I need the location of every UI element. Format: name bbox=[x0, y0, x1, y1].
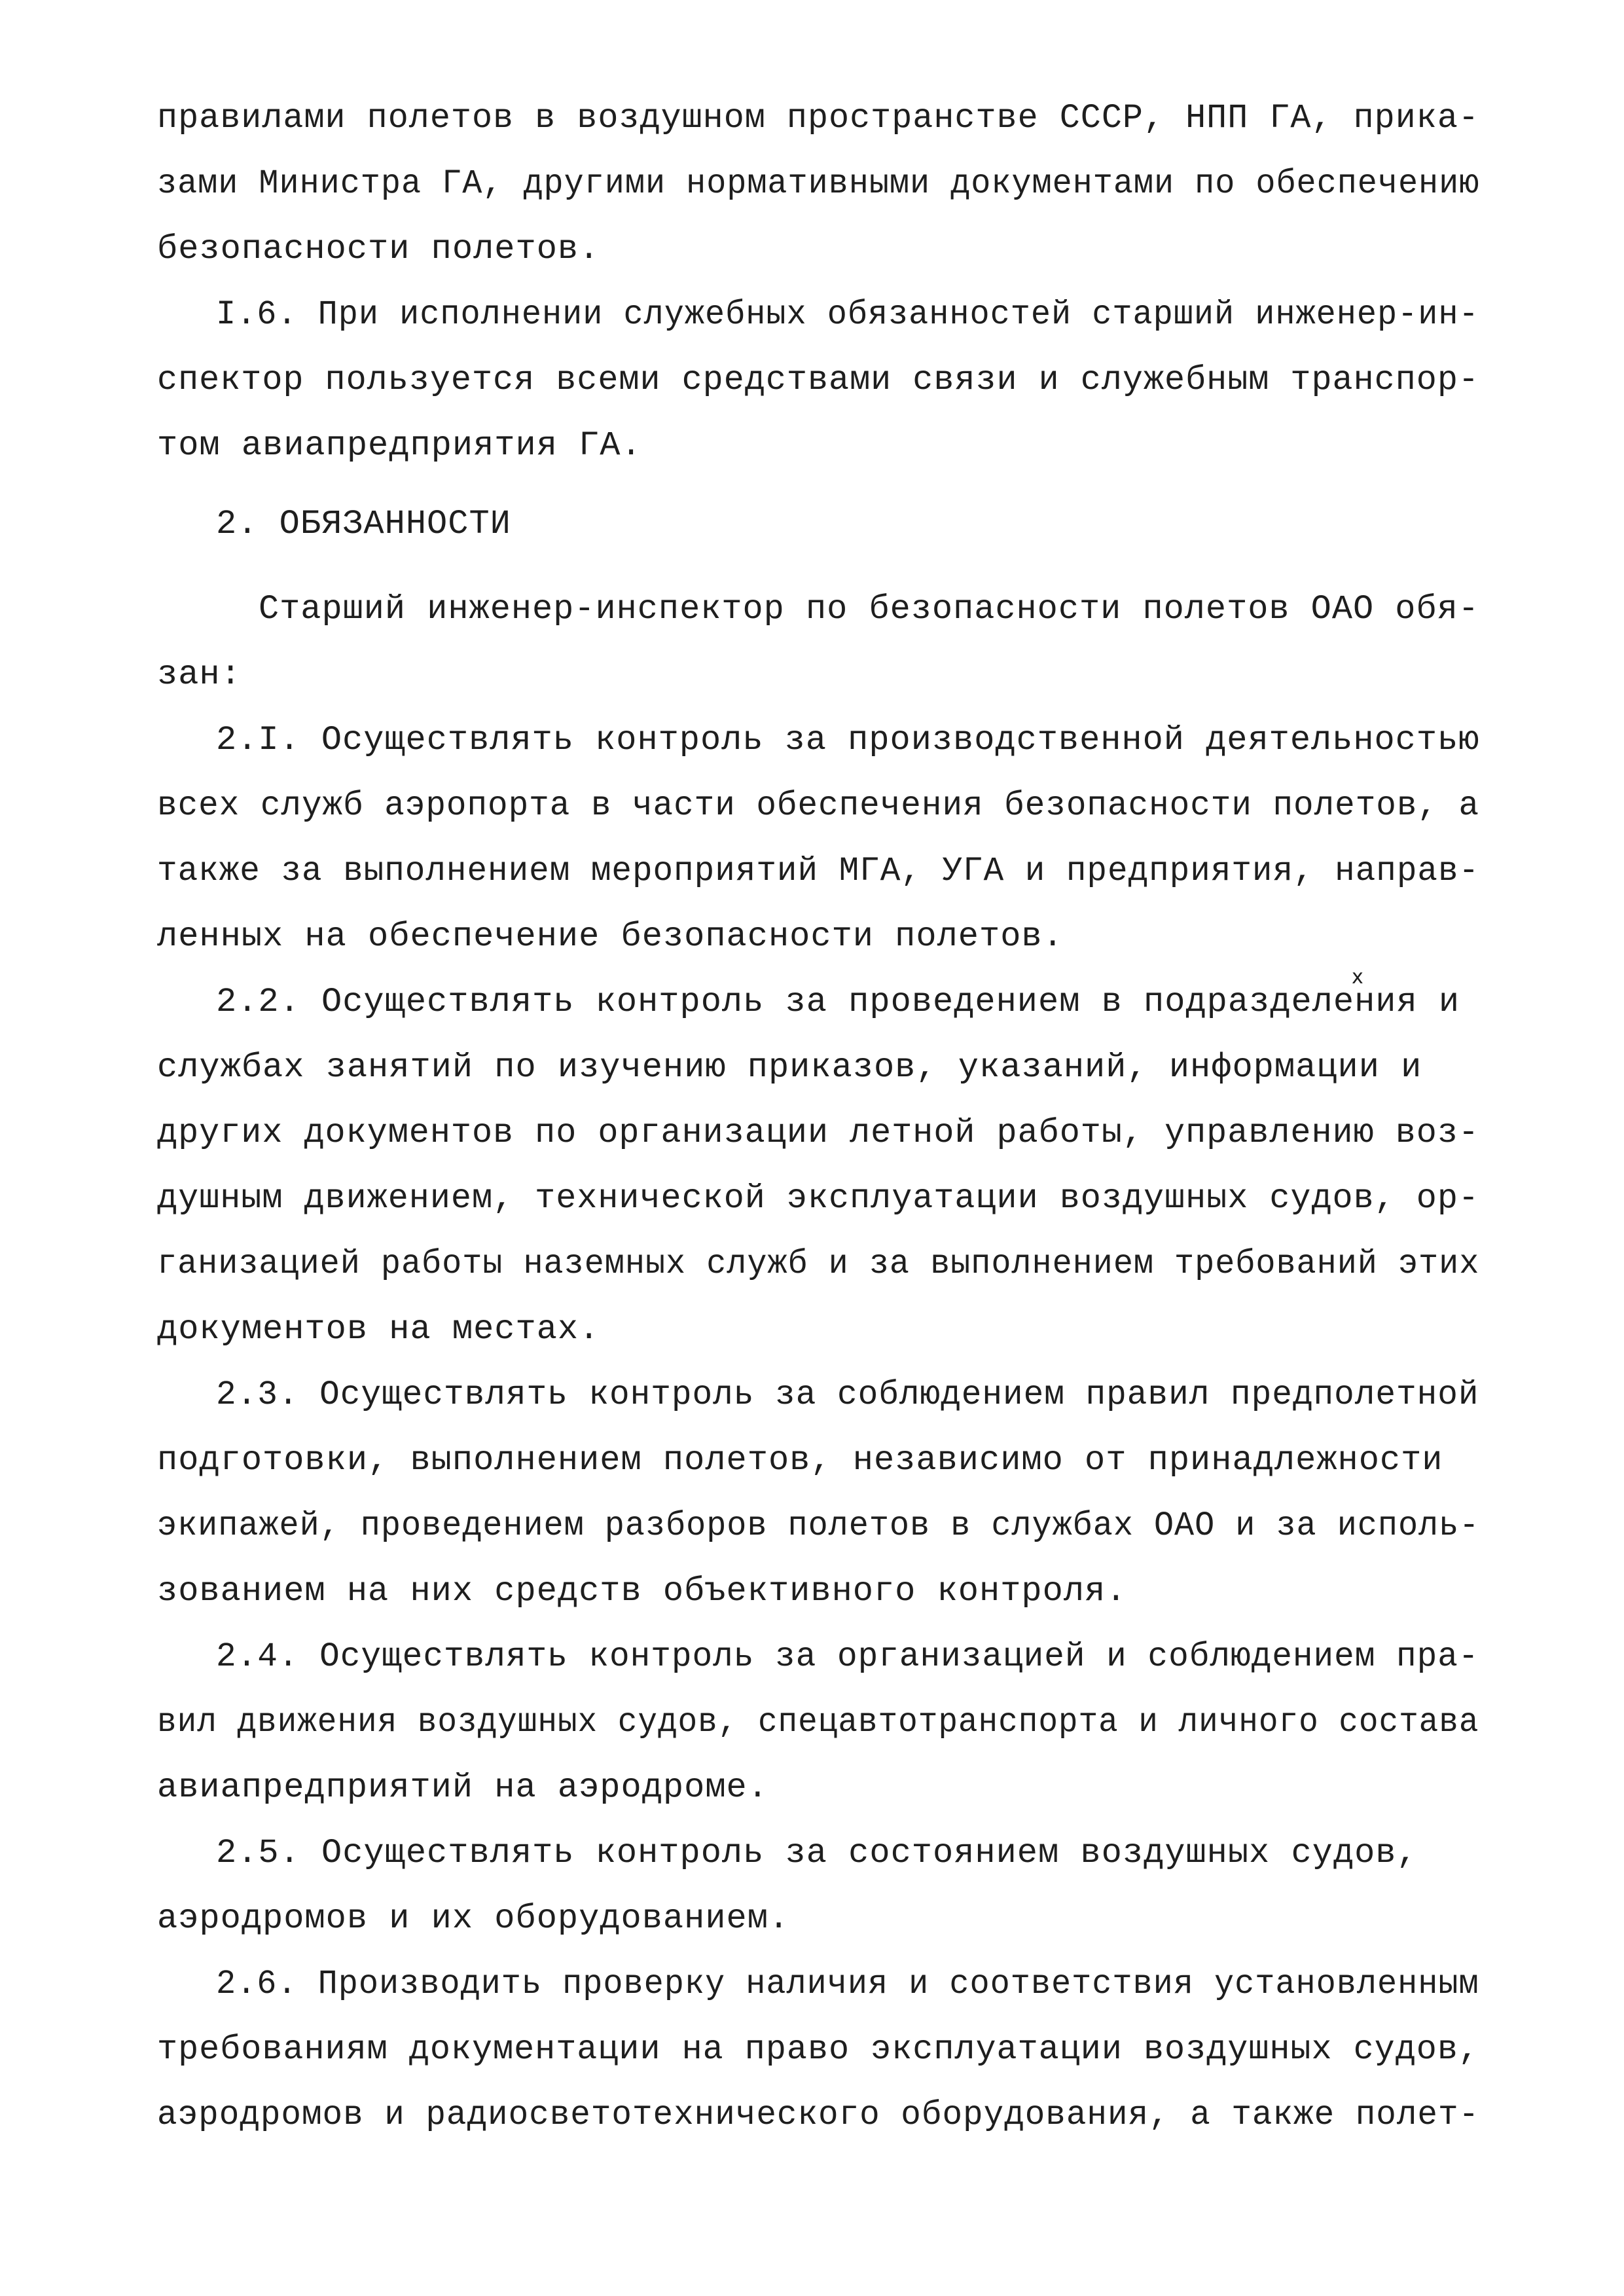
text-line: аэродромов и радиосветотехнического оборудования, а также полет- bbox=[157, 2096, 1480, 2134]
text-line: аэродромов и их оборудованием. bbox=[157, 1899, 790, 1938]
text-line: всех служб аэропорта в части обеспечения безопасности полетов, а bbox=[157, 786, 1480, 825]
text-line: требованиям документации на право эксплуатации воздушных судов, bbox=[157, 2030, 1479, 2069]
text-line: других документов по организации летной работы, управлению воз- bbox=[157, 1114, 1479, 1152]
section-heading: 2. ОБЯЗАННОСТИ bbox=[216, 505, 511, 543]
text-line: службах занятий по изучению приказов, указаний, информации и bbox=[157, 1048, 1422, 1087]
text-line: 2.6. Производить проверку наличия и соответствия установленным bbox=[216, 1965, 1479, 2003]
text-line: экипажей, проведением разборов полетов в службах ОАО и за исполь- bbox=[157, 1506, 1480, 1545]
text-line: правилами полетов в воздушном пространстве СССР, НПП ГА, прика- bbox=[157, 99, 1479, 137]
text-line: документов на местах. bbox=[157, 1310, 600, 1349]
text-line: подготовки, выполнением полетов, независимо от принадлежности bbox=[157, 1441, 1443, 1480]
text-line: зан: bbox=[157, 655, 242, 694]
text-line: безопасности полетов. bbox=[157, 230, 600, 268]
text-line: авиапредприятий на аэродроме. bbox=[157, 1768, 768, 1807]
text-line: Старший инженер-инспектор по безопасности полетов ОАО обя- bbox=[259, 590, 1479, 629]
text-line: 2.2. Осуществлять контроль за проведением в подразделения и bbox=[216, 983, 1460, 1021]
text-line: том авиапредприятия ГА. bbox=[157, 426, 642, 465]
text-line: 2.5. Осуществлять контроль за состоянием воздушных судов, bbox=[216, 1834, 1418, 1872]
text-line: зами Министра ГА, другими нормативными документами по обеспечению bbox=[157, 164, 1480, 203]
handwritten-x-mark: x bbox=[1352, 966, 1364, 989]
text-line: душным движением, технической эксплуатации воздушных судов, ор- bbox=[157, 1179, 1479, 1218]
text-line: ленных на обеспечение безопасности полетов. bbox=[157, 917, 1064, 956]
text-line: вил движения воздушных судов, спецавтотранспорта и личного состава bbox=[157, 1703, 1479, 1741]
text-line: зованием на них средств объективного контроля. bbox=[157, 1572, 1127, 1611]
text-line: также за выполнением мероприятий МГА, УГА и предприятия, направ- bbox=[157, 852, 1480, 890]
text-line: 2.4. Осуществлять контроль за организацией и соблюдением пра- bbox=[216, 1637, 1479, 1676]
text-line: 2.3. Осуществлять контроль за соблюдением правил предполетной bbox=[216, 1376, 1479, 1414]
text-line: ганизацией работы наземных служб и за выполнением требований этих bbox=[157, 1245, 1480, 1283]
text-line: спектор пользуется всеми средствами связи и служебным транспор- bbox=[157, 361, 1479, 399]
text-line: I.6. При исполнении служебных обязанностей старший инженер-ин- bbox=[216, 295, 1479, 334]
text-line: 2.I. Осуществлять контроль за производственной деятельностью bbox=[216, 721, 1480, 759]
